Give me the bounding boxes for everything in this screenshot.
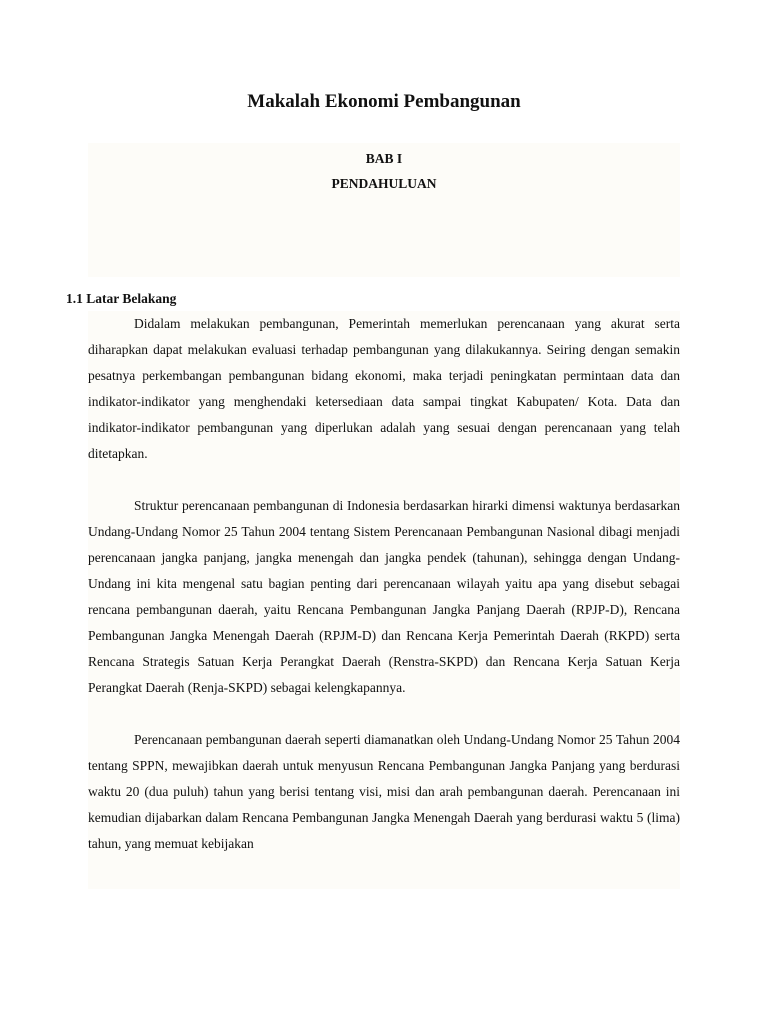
chapter-title: PENDAHULUAN (331, 176, 437, 191)
body-text (88, 311, 680, 889)
chapter-label: BAB I (365, 151, 403, 166)
paragraph-3: Perencanaan pembangunan daerah seperti diamanatkan oleh Undang-Undang Nomor 25 Tahun 2004 tentang SPPN, mewajibkan daerah untuk menyusun Rencana Pembangunan Jangka Panjang yang berdurasi waktu 20 (dua puluh) tahun yang berisi tentang visi, misi dan arah pembangunan daerah. Perencanaan ini kemudian dijabarkan dalam Rencana Pembangunan Jangka Menengah Daerah yang berdurasi waktu 5 (lima) tahun, yang memuat kebijakan (88, 732, 680, 851)
document-title: Makalah Ekonomi Pembangunan (247, 91, 521, 112)
section-heading: 1.1 Latar Belakang (66, 291, 177, 306)
chapter-heading-block (88, 143, 680, 277)
paragraph-1: Didalam melakukan pembangunan, Pemerintah memerlukan perencanaan yang akurat serta diharapkan dapat melakukan evaluasi terhadap pembangunan yang dilakukannya. Seiring dengan semakin pesatnya perkembangan pembangunan bidang ekonomi, maka terjadi peningkatan permintaan data dan indikator-indikator yang menghendaki ketersediaan data sampai tingkat Kabupaten/ Kota. Data dan indikator-indikator pembangunan yang diperlukan adalah yang sesuai dengan perencanaan yang telah ditetapkan. (88, 316, 680, 461)
paragraph-2: Struktur perencanaan pembangunan di Indonesia berdasarkan hirarki dimensi waktunya berdasarkan Undang-Undang Nomor 25 Tahun 2004 tentang Sistem Perencanaan Pembangunan Nasional dibagi menjadi perencanaan jangka panjang, jangka menengah dan jangka pendek (tahunan), sehingga dengan Undang-Undang ini kita mengenal satu bagian penting dari perencanaan wilayah yaitu apa yang disebut sebagai rencana pembangunan daerah, yaitu Rencana Pembangunan Jangka Panjang Daerah (RPJP-D), Rencana Pembangunan Jangka Menengah Daerah (RPJM-D) dan Rencana Kerja Pemerintah Daerah (RKPD) serta Rencana Strategis Satuan Kerja Perangkat Daerah (Renstra-SKPD) dan Rencana Kerja Satuan Kerja Perangkat Daerah (Renja-SKPD) sebagai kelengkapannya. (88, 498, 680, 695)
